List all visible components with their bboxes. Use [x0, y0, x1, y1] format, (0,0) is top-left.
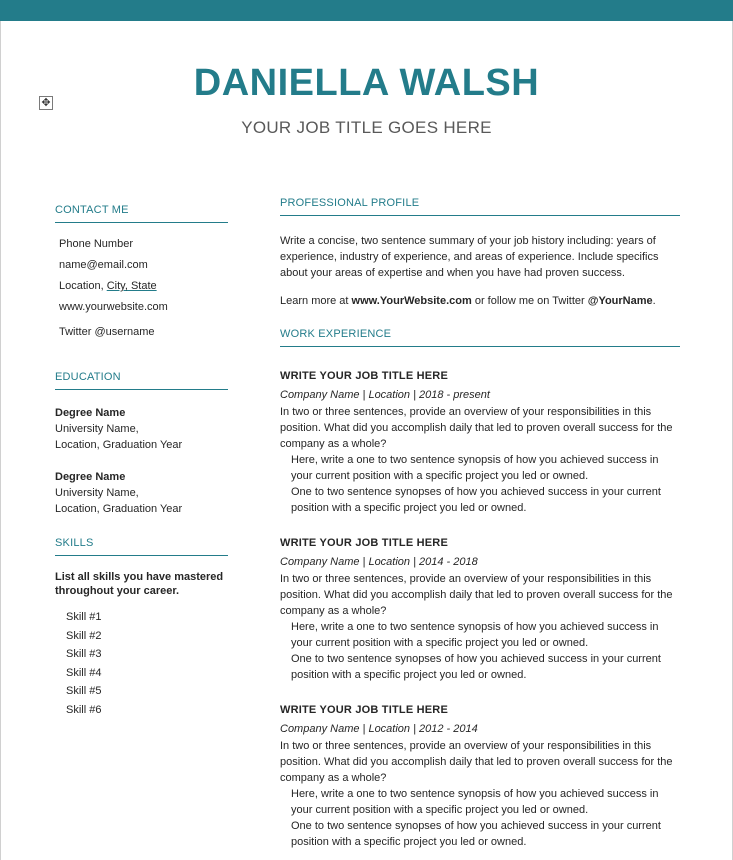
degree-name: Degree Name [55, 471, 126, 483]
job-entry[interactable] [280, 535, 680, 683]
skill-item[interactable]: Skill #4 [66, 667, 102, 679]
job-overview: In two or three sentences, provide an overview of your responsibilities in this position. What did you accomplish daily that led to proven overall success for the company as a whole? [280, 573, 673, 617]
contact-location[interactable] [59, 280, 157, 292]
learn-more-middle: or follow me on Twitter [471, 295, 588, 307]
education-location: Location, Graduation Year [55, 503, 183, 515]
job-company: Company Name | Location | 2012 - 2014 [280, 723, 478, 735]
resume-name[interactable]: DANIELLA WALSH [193, 62, 540, 104]
job-company: Company Name | Location | 2018 - present [280, 389, 490, 401]
profile-learn-more[interactable] [280, 293, 680, 309]
contact-location-prefix: Location, [59, 280, 107, 292]
education-location: Location, Graduation Year [55, 439, 183, 451]
contact-email[interactable]: name@email.com [59, 259, 148, 271]
profile-twitter: @YourName [587, 295, 653, 307]
skill-item[interactable]: Skill #2 [66, 630, 102, 642]
job-overview: In two or three sentences, provide an overview of your responsibilities in this position. What did you accomplish daily that led to proven overall success for the company as a whole? [280, 406, 673, 450]
contact-location-city: City, State [106, 280, 157, 292]
job-title: WRITE YOUR JOB TITLE HERE [280, 537, 448, 549]
profile-summary[interactable]: Write a concise, two sentence summary of your job history including: years of experience, industry of experience, and areas of experience. Include specifics about your areas of expertise and when you have had proven success. [280, 235, 659, 279]
contact-phone[interactable]: Phone Number [59, 238, 133, 250]
job-achievement: Here, write a one to two sentence synopsis of how you achieved success in your current position with a specific project you led or owned. [291, 454, 659, 482]
learn-more-suffix: . [652, 295, 656, 307]
job-entry[interactable] [280, 702, 680, 850]
experience-heading[interactable]: WORK EXPERIENCE [280, 328, 680, 347]
job-entry[interactable] [280, 368, 680, 516]
university-name: University Name, [55, 423, 139, 435]
profile-website: www.YourWebsite.com [351, 295, 472, 307]
contact-website[interactable]: www.yourwebsite.com [59, 301, 168, 313]
skill-item[interactable]: Skill #1 [66, 611, 102, 623]
job-title: WRITE YOUR JOB TITLE HERE [280, 704, 448, 716]
job-achievement: Here, write a one to two sentence synopsis of how you achieved success in your current position with a specific project you led or owned. [291, 788, 659, 816]
skill-item[interactable]: Skill #3 [66, 648, 102, 660]
university-name: University Name, [55, 487, 139, 499]
job-achievement: Here, write a one to two sentence synopsis of how you achieved success in your current position with a specific project you led or owned. [291, 621, 659, 649]
education-entry[interactable] [55, 469, 182, 517]
contact-heading[interactable]: CONTACT ME [55, 204, 228, 223]
skill-item[interactable]: Skill #6 [66, 704, 102, 716]
skills-intro[interactable]: List all skills you have mastered throughout your career. [55, 571, 224, 597]
degree-name: Degree Name [55, 407, 126, 419]
profile-heading[interactable]: PROFESSIONAL PROFILE [280, 197, 680, 216]
job-achievement: One to two sentence synopses of how you achieved success in your current position with a specific project you led or owned. [291, 820, 661, 848]
learn-more-prefix: Learn more at [280, 295, 352, 307]
education-entry[interactable] [55, 405, 182, 453]
skills-heading[interactable]: SKILLS [55, 537, 228, 556]
header-accent-bar [0, 0, 733, 21]
job-company: Company Name | Location | 2014 - 2018 [280, 556, 478, 568]
job-achievement: One to two sentence synopses of how you achieved success in your current position with a specific project you led or owned. [291, 653, 661, 681]
job-overview: In two or three sentences, provide an overview of your responsibilities in this position. What did you accomplish daily that led to proven overall success for the company as a whole? [280, 740, 673, 784]
contact-twitter[interactable]: Twitter @username [59, 326, 155, 338]
resume-job-title[interactable]: YOUR JOB TITLE GOES HERE [241, 118, 492, 137]
skill-item[interactable]: Skill #5 [66, 685, 102, 697]
job-achievement: One to two sentence synopses of how you achieved success in your current position with a specific project you led or owned. [291, 486, 661, 514]
table-move-handle-icon[interactable]: ✥ [39, 96, 53, 110]
education-heading[interactable]: EDUCATION [55, 371, 228, 390]
job-title: WRITE YOUR JOB TITLE HERE [280, 370, 448, 382]
